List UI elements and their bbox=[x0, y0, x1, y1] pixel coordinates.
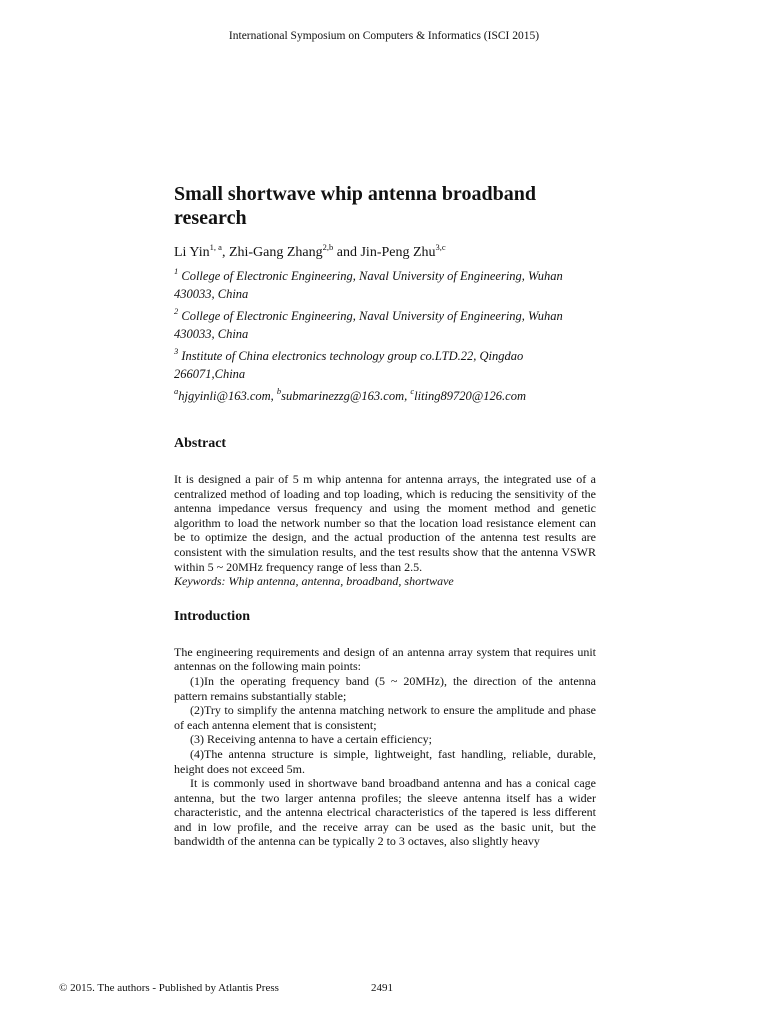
author-separator: and bbox=[333, 245, 361, 260]
author-name: Jin-Peng Zhu bbox=[360, 245, 436, 260]
intro-paragraph: It is commonly used in shortwave band broadband antenna and has a conical cage antenna, but the two larger antenna profiles; the sleeve antenna itself has a wider characteristic, and the antenna electrical characteristics of the tapered is less different and in low profile, and the receive array can be used as the basic unit, but the bandwidth of the antenna can be typically 2 to 3 octaves, also slightly heavy bbox=[174, 776, 596, 849]
abstract-text: It is designed a pair of 5 m whip antenna for antenna arrays, the integrated use of a centralized method of loading and top loading, which is reducing the sensitivity of the antenna impedance versus frequency and using the moment method and genetic algorithm to load the network number so that the location load resistance element can be to optimize the design, and the actual production of the antenna test results are consistent with the simulation results, and the test results show that the antenna VSWR within 5 ~ 20MHz frequency range of less than 2.5. bbox=[174, 472, 596, 574]
affiliation-text: College of Electronic Engineering, Naval University of Engineering, Wuhan 430033, China bbox=[174, 269, 563, 301]
footer-copyright: © 2015. The authors - Published by Atlantis Press bbox=[59, 982, 279, 994]
author-superscript: 3,c bbox=[435, 242, 446, 252]
author-list bbox=[174, 243, 596, 263]
affiliation-superscript: 1 bbox=[174, 266, 179, 276]
intro-paragraph: (2)Try to simplify the antenna matching network to ensure the amplitude and phase of each antenna element that is consistent; bbox=[174, 703, 596, 732]
author-superscript: 1, a bbox=[209, 242, 222, 252]
paper-content bbox=[174, 182, 596, 849]
introduction-heading: Introduction bbox=[174, 608, 250, 624]
intro-paragraph: (1)In the operating frequency band (5 ~ 20MHz), the direction of the antenna pattern remains substantially stable; bbox=[174, 673, 596, 703]
email-superscript: a bbox=[174, 386, 179, 396]
email-list bbox=[174, 387, 596, 405]
intro-paragraph: (3) Receiving antenna to have a certain efficiency; bbox=[190, 732, 432, 747]
email-superscript: b bbox=[276, 386, 282, 396]
page-number: 2491 bbox=[371, 982, 393, 994]
affiliation-superscript: 3 bbox=[174, 346, 179, 356]
affiliation-text: College of Electronic Engineering, Naval University of Engineering, Wuhan 430033, China bbox=[174, 309, 563, 341]
author-superscript: 2,b bbox=[322, 242, 334, 252]
affiliation-text: Institute of China electronics technology group co.LTD.22, Qingdao 266071,China bbox=[174, 349, 524, 381]
running-header: International Symposium on Computers & Informatics (ISCI 2015) bbox=[228, 30, 540, 42]
author-separator: , bbox=[221, 245, 229, 260]
email-separator: , bbox=[270, 389, 277, 403]
affiliation bbox=[174, 267, 596, 303]
abstract-heading: Abstract bbox=[174, 436, 227, 451]
affiliation bbox=[174, 347, 596, 383]
email-superscript: c bbox=[410, 386, 415, 396]
keywords: Keywords: Whip antenna, antenna, broadband, shortwave bbox=[174, 574, 454, 589]
introduction-body bbox=[174, 645, 596, 849]
affiliation bbox=[174, 307, 596, 343]
paper-title: Small shortwave whip antenna broadband research bbox=[174, 183, 536, 229]
email-separator: , bbox=[404, 389, 411, 403]
intro-paragraph: (4)The antenna structure is simple, lightweight, fast handling, reliable, durable, height does not exceed 5m. bbox=[174, 746, 596, 776]
intro-paragraph: The engineering requirements and design of an antenna array system that requires unit antennas on the following main points: bbox=[174, 644, 596, 674]
affiliation-superscript: 2 bbox=[174, 306, 179, 316]
author-name: Zhi-Gang Zhang bbox=[228, 245, 323, 260]
email-address: liting89720@126.com bbox=[414, 389, 526, 403]
author-name: Li Yin bbox=[174, 245, 210, 260]
email-address: submarinezzg@163.com bbox=[281, 389, 405, 403]
email-address: hjgyinli@163.com bbox=[178, 389, 271, 403]
